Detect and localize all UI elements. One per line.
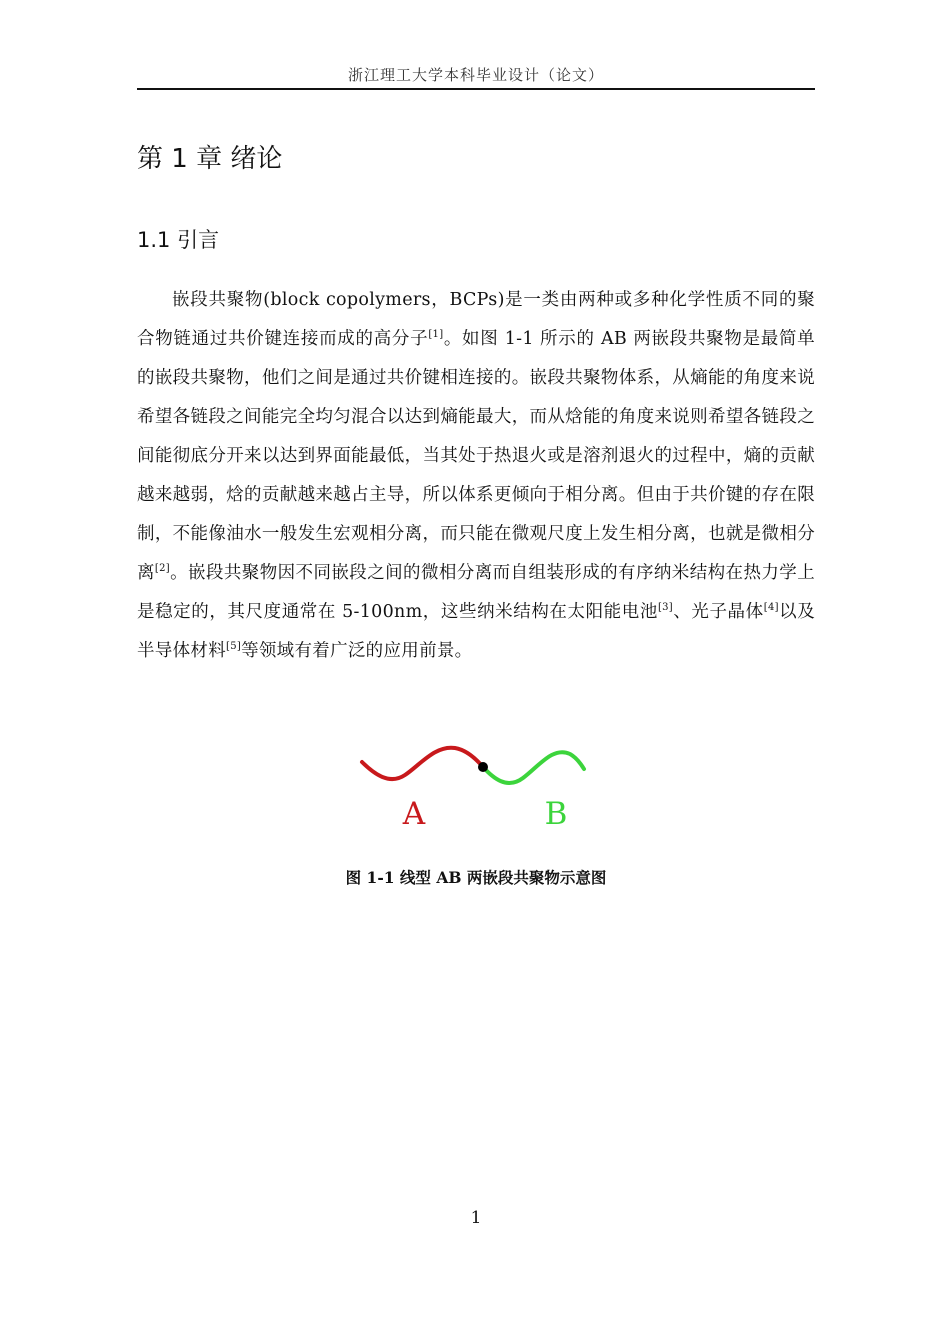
section-title: 1.1 引言 <box>137 228 220 252</box>
citation-ref: [5] <box>226 641 242 653</box>
figure-caption: 图 1-1 线型 AB 两嵌段共聚物示意图 <box>345 868 607 887</box>
block-copolymer-figure <box>355 740 595 835</box>
page-number: 1 <box>470 1208 482 1228</box>
block-a-chain <box>362 748 483 779</box>
header-rule <box>137 88 815 90</box>
paragraph-text: 嵌段共聚物(block copolymers，BCPs)是一类由两种或多种化学性质不同的聚合物链通过共价键连接而成的高分子 <box>137 290 815 349</box>
paragraph-text: 。嵌段共聚物因不同嵌段之间的微相分离而自组装形成的有序纳米结构在热力学上是稳定的，其尺度通常在 5-100nm，这些纳米结构在太阳能电池 <box>137 563 815 622</box>
block-b-chain <box>483 752 584 783</box>
block-b-label: B <box>544 796 568 832</box>
citation-ref: [1] <box>428 329 444 341</box>
page-header: 浙江理工大学本科毕业设计（论文） <box>347 66 604 84</box>
paragraph-text: 、光子晶体 <box>673 602 764 622</box>
paragraph-text: 等领域有着广泛的应用前景。 <box>241 641 473 661</box>
body-paragraph <box>137 281 815 671</box>
paragraph-text: 以及半导体材料 <box>137 602 816 661</box>
citation-ref: [2] <box>154 563 170 575</box>
covalent-junction-dot <box>478 762 488 772</box>
citation-ref: [4] <box>763 602 779 614</box>
paragraph-text: 。如图 1-1 所示的 AB 两嵌段共聚物是最简单的嵌段共聚物，他们之间是通过共价键相连接的。嵌段共聚物体系，从熵能的角度来说希望各链段之间能完全均匀混合以达到熵能最大，而从焓能的角度来说则希望各链段之间能彻底分开来以达到界面能最低，当其处于热退火或是溶剂退火的过程中，熵的贡献越来越弱，焓的贡献越来越占主导，所以体系更倾向于相分离。但由于共价键的存在限制，不能像油水一般发生宏观相分离，而只能在微观尺度上发生相分离，也就是微相分离 <box>137 329 815 583</box>
chapter-title: 第 1 章 绪论 <box>137 144 283 174</box>
block-a-label: A <box>402 796 426 832</box>
citation-ref: [3] <box>657 602 674 614</box>
